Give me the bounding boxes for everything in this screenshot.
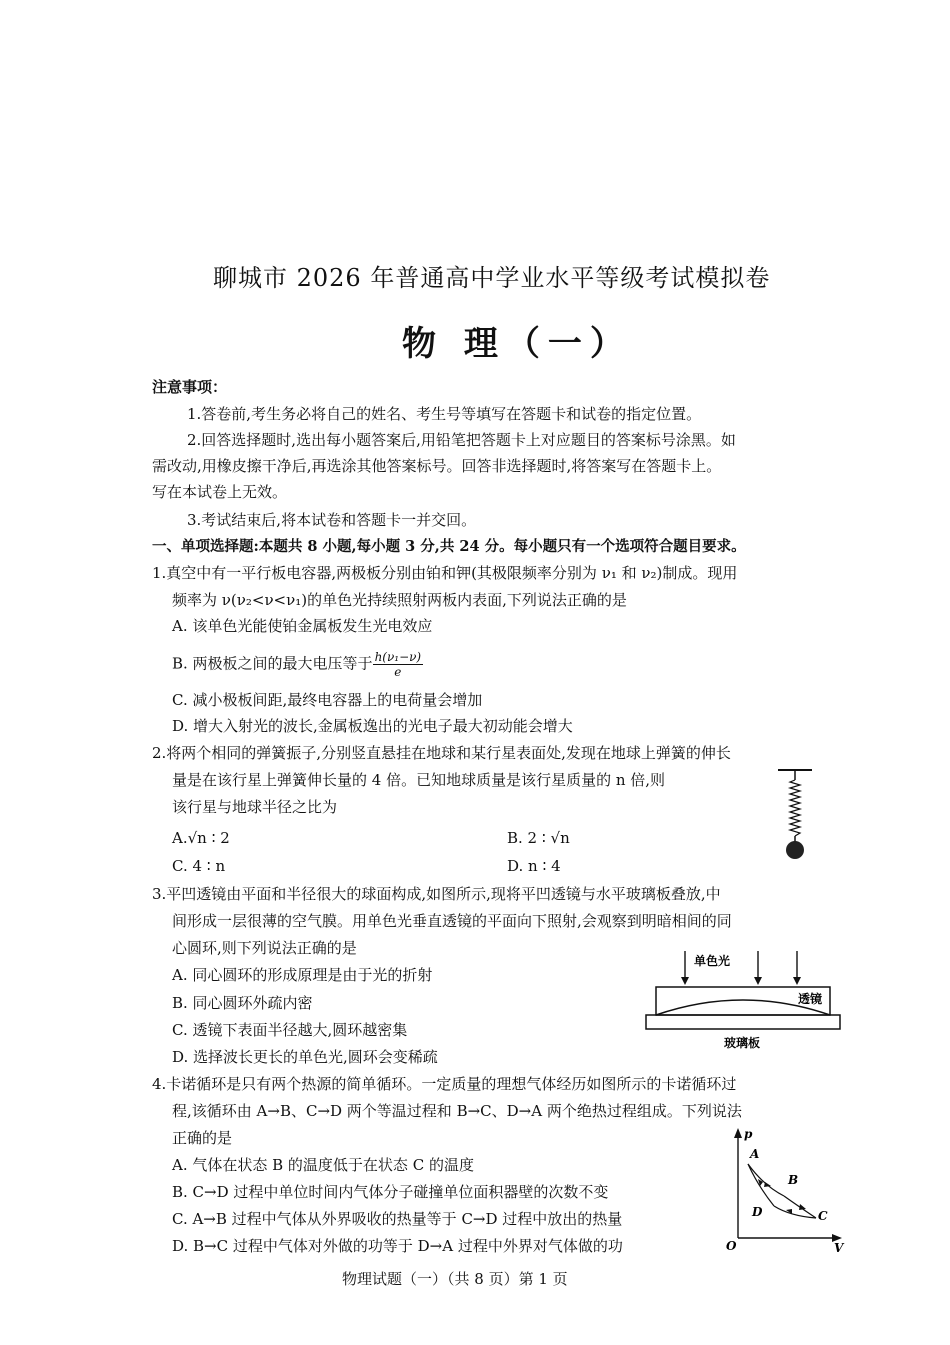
light-arrow-right bbox=[793, 977, 801, 985]
q4-option-d: D. B→C 过程中气体对外做的功等于 D→A 过程中外界对气体做的功 bbox=[172, 1237, 623, 1255]
q3-stem-line-2: 间形成一层很薄的空气膜。用单色光垂直透镜的平面向下照射,会观察到明暗相间的同 bbox=[172, 912, 732, 930]
state-d-label: D bbox=[752, 1205, 763, 1219]
notice-item-2-line-3: 写在本试卷上无效。 bbox=[152, 483, 288, 501]
arrow-a-b bbox=[764, 1182, 771, 1187]
label-monochromatic-light: 单色光 bbox=[694, 954, 731, 968]
arrow-b-c bbox=[799, 1204, 806, 1210]
state-a-label: A bbox=[750, 1147, 760, 1161]
process-c-d bbox=[774, 1206, 816, 1218]
spring-coil bbox=[790, 780, 800, 836]
lens-figure bbox=[640, 945, 845, 1055]
q1-option-b bbox=[172, 650, 423, 679]
section-heading: 一、单项选择题:本题共 8 小题,每小题 3 分,共 24 分。每小题只有一个选项符合题目要求。 bbox=[152, 538, 746, 555]
origin-label: O bbox=[726, 1239, 737, 1253]
carnot-pv-diagram bbox=[718, 1124, 848, 1254]
q3-stem-line-3: 心圆环,则下列说法正确的是 bbox=[172, 939, 357, 957]
q2-option-c: C. 4 ∶ n bbox=[172, 857, 226, 875]
q4-option-a: A. 气体在状态 B 的温度低于在状态 C 的温度 bbox=[172, 1156, 474, 1174]
q1-option-b-prefix: B. 两极板之间的最大电压等于 bbox=[172, 654, 373, 673]
q4-option-c: C. A→B 过程中气体从外界吸收的热量等于 C→D 过程中放出的热量 bbox=[172, 1210, 623, 1228]
process-d-a bbox=[748, 1164, 774, 1206]
q1-option-b-fraction bbox=[373, 650, 424, 679]
notice-heading: 注意事项： bbox=[152, 378, 228, 396]
p-axis-label: p bbox=[744, 1127, 753, 1141]
q4-stem-line-1: 4.卡诺循环是只有两个热源的简单循环。一定质量的理想气体经历如图所示的卡诺循环过 bbox=[152, 1075, 737, 1093]
q4-stem-line-2: 程,该循环由 A→B、C→D 两个等温过程和 B→C、D→A 两个绝热过程组成。下列说法 bbox=[172, 1102, 742, 1120]
q4-option-b: B. C→D 过程中单位时间内气体分子碰撞单位面积器壁的次数不变 bbox=[172, 1183, 609, 1201]
exam-title: 聊城市 2026 年普通高中学业水平等级考试模拟卷 bbox=[213, 264, 771, 292]
state-c-label: C bbox=[818, 1209, 828, 1223]
q4-stem-line-3: 正确的是 bbox=[172, 1129, 233, 1147]
q1-fraction-denominator: e bbox=[394, 665, 402, 679]
q1-stem-line-2: 频率为 ν(ν₂<ν<ν₁)的单色光持续照射两板内表面,下列说法正确的是 bbox=[172, 591, 627, 609]
p-axis-arrow bbox=[734, 1128, 742, 1138]
notice-item-2-line-1: 2.回答选择题时,选出每小题答案后,用铅笔把答题卡上对应题目的答案标号涂黑。如 bbox=[187, 431, 736, 449]
spring-oscillator-figure bbox=[770, 766, 820, 862]
q1-option-c: C. 减小极板间距,最终电容器上的电荷量会增加 bbox=[172, 691, 483, 709]
q2-option-a: A.√n ∶ 2 bbox=[172, 829, 230, 847]
q3-option-b: B. 同心圆环外疏内密 bbox=[172, 994, 313, 1012]
notice-item-2-line-2: 需改动,用橡皮擦干净后,再选涂其他答案标号。回答非选择题时,将答案写在答题卡上。 bbox=[152, 457, 722, 475]
q3-option-d: D. 选择波长更长的单色光,圆环会变稀疏 bbox=[172, 1048, 438, 1066]
light-arrow-middle bbox=[754, 977, 762, 985]
q2-stem-line-1: 2.将两个相同的弹簧振子,分别竖直悬挂在地球和某行星表面处,发现在地球上弹簧的伸长 bbox=[152, 744, 731, 762]
subject-title: 物 理（一） bbox=[402, 324, 632, 364]
process-a-b bbox=[748, 1164, 784, 1196]
notice-item-1: 1.答卷前,考生务必将自己的姓名、考生号等填写在答题卡和试卷的指定位置。 bbox=[187, 405, 702, 423]
state-b-label: B bbox=[788, 1173, 799, 1187]
q1-fraction-numerator: h(ν₁−ν) bbox=[374, 650, 422, 664]
label-lens: 透镜 bbox=[798, 992, 823, 1006]
spring-mass-ball bbox=[786, 841, 804, 859]
q2-stem-line-2: 量是在该行星上弹簧伸长量的 4 倍。已知地球质量是该行星质量的 n 倍,则 bbox=[172, 771, 666, 789]
v-axis-label: V bbox=[834, 1241, 844, 1254]
q2-option-d: D. n ∶ 4 bbox=[507, 857, 561, 875]
page-footer: 物理试题（一）（共 8 页）第 1 页 bbox=[342, 1270, 568, 1288]
q2-stem-line-3: 该行星与地球半径之比为 bbox=[172, 798, 338, 816]
q3-option-a: A. 同心圆环的形成原理是由于光的折射 bbox=[172, 966, 433, 984]
glass-plate bbox=[646, 1015, 840, 1029]
q3-stem-line-1: 3.平凹透镜由平面和半径很大的球面构成,如图所示,现将平凹透镜与水平玻璃板叠放,中 bbox=[152, 885, 721, 903]
q1-option-d: D. 增大入射光的波长,金属板逸出的光电子最大初动能会增大 bbox=[172, 717, 573, 735]
label-glass-plate: 玻璃板 bbox=[724, 1036, 761, 1050]
q1-option-a: A. 该单色光能使铂金属板发生光电效应 bbox=[172, 617, 433, 635]
q1-stem-line-1: 1.真空中有一平行板电容器,两极板分别由铂和钾(其极限频率分别为 ν₁ 和 ν₂)制成。现用 bbox=[152, 564, 738, 582]
q3-option-c: C. 透镜下表面半径越大,圆环越密集 bbox=[172, 1021, 408, 1039]
q2-option-b: B. 2 ∶ √n bbox=[507, 829, 570, 847]
light-arrow-left bbox=[681, 977, 689, 985]
notice-item-3: 3.考试结束后,将本试卷和答题卡一并交回。 bbox=[187, 511, 477, 529]
